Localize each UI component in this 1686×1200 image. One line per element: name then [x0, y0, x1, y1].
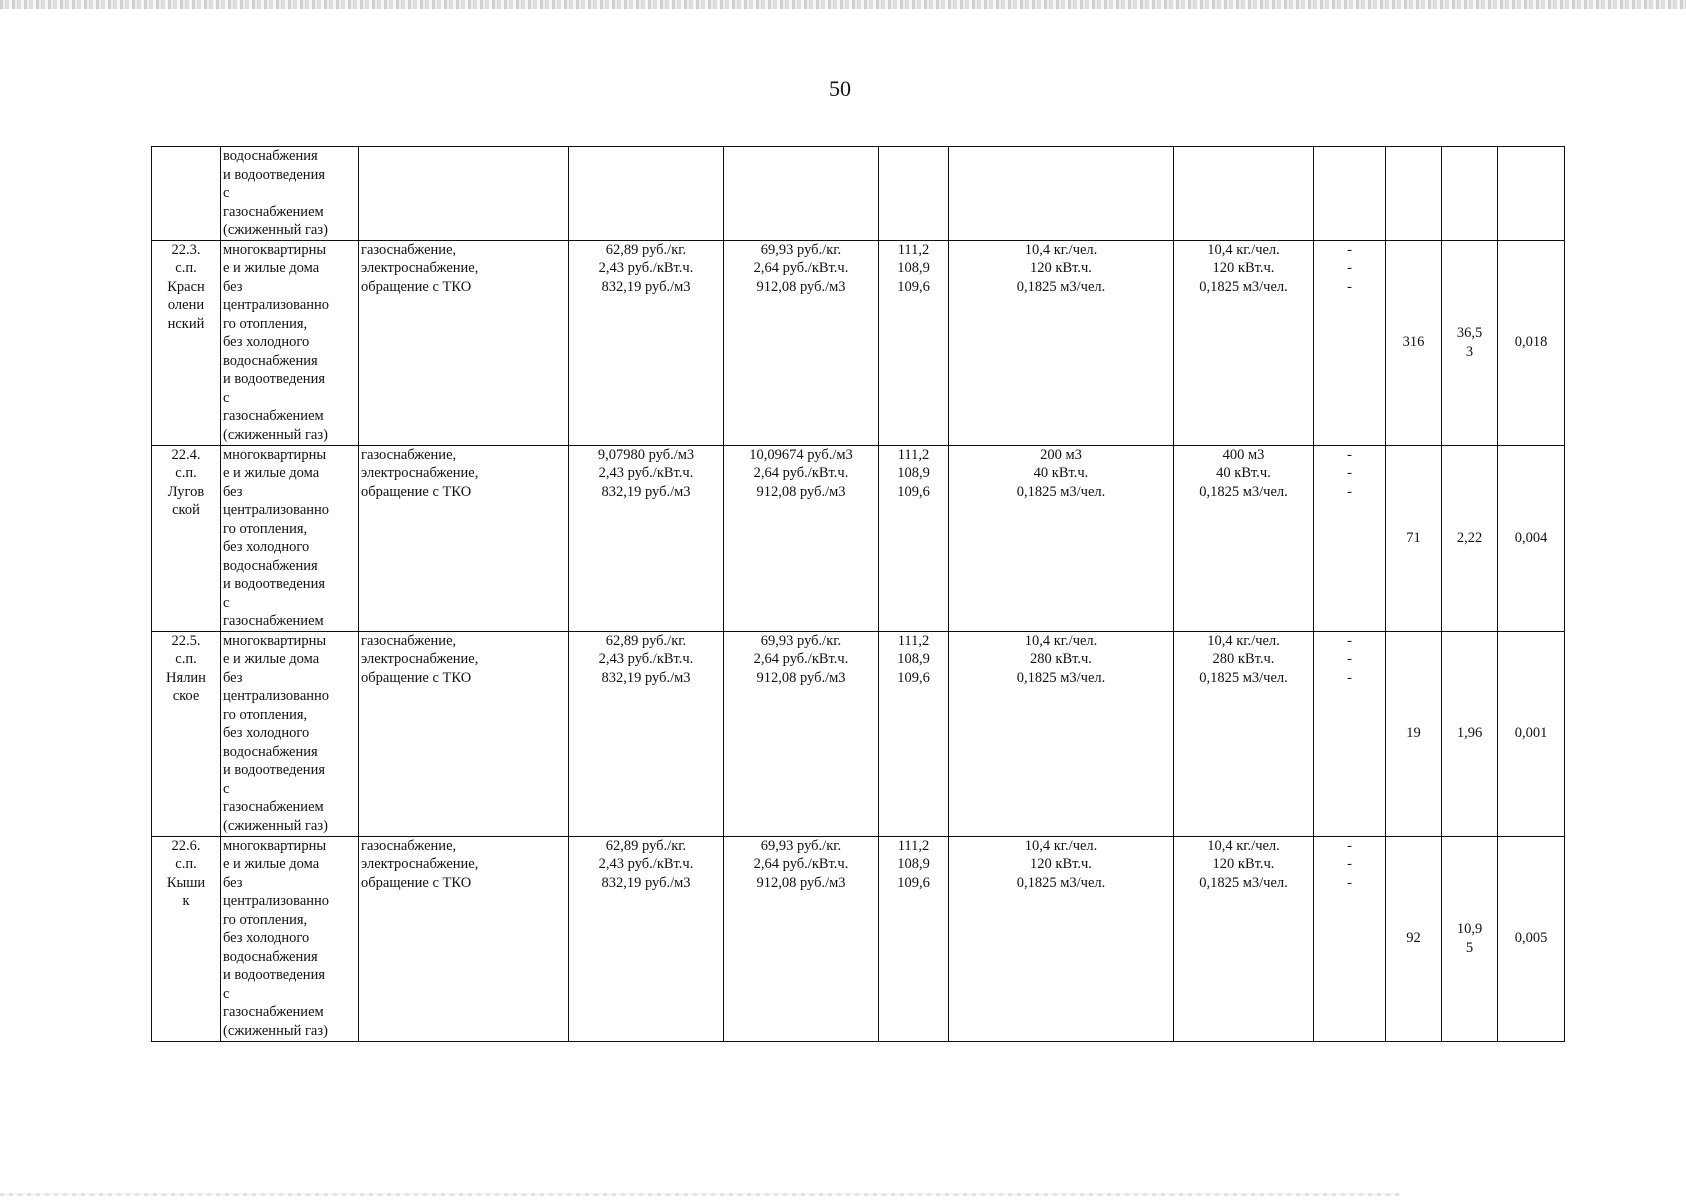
cell-line: 108,9 [897, 856, 930, 872]
cell-line: 400 м3 [1222, 446, 1265, 463]
cell-line: к [182, 893, 190, 909]
cell-line: 10,4 кг./чел. [1207, 632, 1280, 649]
cell-line: 62,89 руб./кг. [605, 241, 687, 258]
cell-line: газоснабжением [223, 203, 324, 220]
tariff-current-cell [724, 836, 879, 1041]
empty-cell [1314, 147, 1386, 241]
cell-line: го отопления, [223, 911, 308, 928]
cell-line: (сжиженный газ) [223, 426, 328, 443]
cell-line: 0,1825 м3/чел. [1199, 874, 1288, 891]
cell-line: газоснабжением [223, 408, 324, 424]
cell-value: 0,004 [1514, 529, 1548, 546]
cell-line: 10,4 кг./чел. [1207, 837, 1280, 854]
empty-cell [1442, 147, 1498, 241]
cell-line: - [1347, 465, 1352, 481]
cell-line: 40 кВт.ч. [1216, 465, 1271, 481]
cell-value: 19 [1406, 725, 1421, 742]
cell-line: и водоотведения [223, 762, 325, 778]
cell-line: 108,9 [897, 651, 930, 667]
cell-value: 92 [1406, 930, 1421, 947]
norm-current-cell [1174, 836, 1314, 1041]
tariff-current-cell [724, 240, 879, 445]
cell-line: 10,4 кг./чел. [1024, 241, 1098, 258]
cell-line: 10,4 кг./чел. [1207, 241, 1280, 258]
cell-line: водоснабжения [223, 148, 318, 164]
cell-line: и водоотведения [223, 166, 325, 183]
cell-line: газоснабжение, [361, 446, 457, 463]
cell-value: 316 [1402, 334, 1425, 351]
dash-cell [1314, 631, 1386, 836]
housing-type-cell [221, 836, 359, 1041]
cell-line: - [1347, 483, 1352, 500]
empty-cell [1386, 147, 1442, 241]
population-count-cell [1386, 836, 1442, 1041]
cell-line: многоквартирны [223, 241, 327, 258]
amount-cell [1442, 240, 1498, 445]
amount-cell [1442, 631, 1498, 836]
tariff-previous-cell [569, 836, 724, 1041]
cell-line: 832,19 руб./м3 [601, 483, 691, 500]
cell-line: 109,6 [897, 874, 930, 891]
cell-line: 0,1825 м3/чел. [1199, 483, 1288, 500]
cell-line: 109,6 [897, 278, 930, 295]
cell-line: 0,1825 м3/чел. [1016, 669, 1106, 686]
norm-current-cell [1174, 631, 1314, 836]
cell-line: и водоотведения [223, 576, 325, 592]
housing-type-cell [221, 147, 359, 241]
cell-line: 120 кВт.ч. [1030, 260, 1092, 276]
cell-line: е и жилые дома [223, 260, 320, 276]
row-number-cell [152, 631, 221, 836]
cell-line: без холодного [223, 539, 310, 555]
cell-value: 71 [1406, 529, 1421, 546]
cell-line: 62,89 руб./кг. [605, 837, 687, 854]
cell-line: олени [167, 297, 205, 313]
cell-line: централизованно [223, 502, 330, 518]
cell-line: ской [172, 502, 200, 518]
norm-current-cell [1174, 240, 1314, 445]
dash-cell [1314, 836, 1386, 1041]
cell-line: с.п. [175, 260, 197, 276]
services-cell [359, 445, 569, 631]
population-count-cell [1386, 631, 1442, 836]
cell-line: 10,9 [1456, 921, 1483, 937]
cell-line: 120 кВт.ч. [1212, 260, 1275, 276]
cell-line: 2,43 руб./кВт.ч. [598, 651, 694, 667]
cell-line: 1,96 [1456, 725, 1483, 742]
empty-cell [879, 147, 949, 241]
cell-line: 111,2 [897, 632, 930, 649]
cell-line: электроснабжение, [361, 651, 479, 667]
cell-line: - [1347, 856, 1352, 872]
cell-line: 111,2 [897, 837, 930, 854]
cell-line: газоснабжение, [361, 837, 457, 854]
cell-line: 22.4. [171, 446, 201, 463]
table-row [152, 240, 1565, 445]
cell-line: обращение с ТКО [361, 874, 472, 891]
cell-line: - [1347, 874, 1352, 891]
cell-line: 2,64 руб./кВт.ч. [753, 856, 849, 872]
cell-line: 36,5 [1456, 325, 1483, 341]
cell-line: газоснабжением [223, 613, 324, 629]
cell-line: водоснабжения [223, 352, 318, 369]
cell-line: и водоотведения [223, 371, 325, 387]
scan-edge-top [0, 0, 1686, 9]
cell-line: 109,6 [897, 669, 930, 686]
cell-line: 280 кВт.ч. [1212, 651, 1275, 667]
cell-line: 0,1825 м3/чел. [1199, 278, 1288, 295]
cell-line: Кыши [166, 874, 206, 891]
tariff-previous-cell [569, 445, 724, 631]
cell-line: 832,19 руб./м3 [601, 278, 691, 295]
table-row [152, 631, 1565, 836]
index-cell [879, 836, 949, 1041]
cell-line: централизованно [223, 688, 330, 704]
amount-cell [1442, 836, 1498, 1041]
cell-line: 111,2 [897, 446, 930, 463]
norm-current-cell [1174, 445, 1314, 631]
cell-line: водоснабжения [223, 948, 318, 965]
cell-line: 10,4 кг./чел. [1024, 837, 1098, 854]
housing-type-cell [221, 631, 359, 836]
cell-line: 280 кВт.ч. [1030, 651, 1092, 667]
cell-line: 2,43 руб./кВт.ч. [598, 260, 694, 276]
tariff-current-cell [724, 445, 879, 631]
scan-edge-bottom [0, 1193, 1400, 1196]
row-number-cell [152, 147, 221, 241]
cell-line: обращение с ТКО [361, 278, 472, 295]
cell-line: обращение с ТКО [361, 669, 472, 686]
cell-line: 10,09674 руб./м3 [749, 446, 853, 463]
cell-line: е и жилые дома [223, 465, 320, 481]
amount-cell [1442, 445, 1498, 631]
housing-type-cell [221, 445, 359, 631]
cell-line: го отопления, [223, 520, 308, 537]
cell-line: 3 [1465, 343, 1474, 360]
cell-line: - [1347, 669, 1352, 686]
cell-line: газоснабжением [223, 1004, 324, 1020]
cell-line: 912,08 руб./м3 [756, 278, 846, 295]
empty-cell [1498, 147, 1565, 241]
cell-line: - [1347, 241, 1352, 258]
row-number-cell [152, 836, 221, 1041]
cell-line: 912,08 руб./м3 [756, 874, 846, 891]
housing-type-cell [221, 240, 359, 445]
cell-line: 0,1825 м3/чел. [1016, 278, 1106, 295]
tariff-previous-cell [569, 631, 724, 836]
cell-line: - [1347, 260, 1352, 276]
cell-value: 0,018 [1514, 334, 1548, 351]
cell-line: 200 м3 [1040, 446, 1082, 463]
cell-line: ское [172, 688, 200, 704]
index-cell [879, 445, 949, 631]
cell-line: с [223, 594, 230, 611]
cell-line: многоквартирны [223, 446, 327, 463]
cell-line: с [223, 780, 230, 797]
cell-line: - [1347, 278, 1352, 295]
cell-line: водоснабжения [223, 743, 318, 760]
cell-line: - [1347, 651, 1352, 667]
norm-previous-cell [949, 240, 1174, 445]
row-number-cell [152, 240, 221, 445]
tariff-current-cell [724, 631, 879, 836]
cell-line: без холодного [223, 725, 310, 741]
empty-cell [359, 147, 569, 241]
cell-line: с.п. [175, 465, 197, 481]
cell-line: го отопления, [223, 315, 308, 332]
tariff-table [151, 146, 1565, 1042]
cell-line: 0,1825 м3/чел. [1016, 874, 1106, 891]
cell-line: (сжиженный газ) [223, 1022, 328, 1039]
row-number-cell [152, 445, 221, 631]
cell-line: обращение с ТКО [361, 483, 472, 500]
population-count-cell [1386, 240, 1442, 445]
index-cell [879, 240, 949, 445]
cell-line: 22.6. [171, 837, 201, 854]
norm-previous-cell [949, 631, 1174, 836]
services-cell [359, 836, 569, 1041]
cell-line: 10,4 кг./чел. [1024, 632, 1098, 649]
norm-previous-cell [949, 836, 1174, 1041]
cell-line: с.п. [175, 651, 197, 667]
cell-line: (сжиженный газ) [223, 222, 328, 238]
page-number: 50 [829, 76, 851, 101]
cell-line: без [223, 483, 243, 500]
cell-line: 111,2 [897, 241, 930, 258]
cell-line: без холодного [223, 334, 310, 350]
cell-line: 832,19 руб./м3 [601, 669, 691, 686]
cell-line: 9,07980 руб./м3 [597, 446, 695, 463]
cell-line: 2,43 руб./кВт.ч. [598, 465, 694, 481]
cell-line: централизованно [223, 893, 330, 909]
cell-line: без [223, 278, 243, 295]
cell-line: 2,43 руб./кВт.ч. [598, 856, 694, 872]
cell-line: без холодного [223, 930, 310, 946]
cell-line: 69,93 руб./кг. [760, 241, 842, 258]
share-cell [1498, 240, 1565, 445]
norm-previous-cell [949, 445, 1174, 631]
cell-line: 108,9 [897, 465, 930, 481]
cell-line: 108,9 [897, 260, 930, 276]
population-count-cell [1386, 445, 1442, 631]
cell-line: 2,64 руб./кВт.ч. [753, 651, 849, 667]
empty-cell [724, 147, 879, 241]
cell-line: 0,1825 м3/чел. [1199, 669, 1288, 686]
cell-line: 120 кВт.ч. [1030, 856, 1092, 872]
cell-line: многоквартирны [223, 632, 327, 649]
tariff-previous-cell [569, 240, 724, 445]
services-cell [359, 631, 569, 836]
table-row [152, 147, 1565, 241]
cell-line: централизованно [223, 297, 330, 313]
cell-line: - [1347, 632, 1352, 649]
cell-line: 62,89 руб./кг. [605, 632, 687, 649]
cell-line: без [223, 669, 243, 686]
cell-line: 832,19 руб./м3 [601, 874, 691, 891]
cell-line: 109,6 [897, 483, 930, 500]
cell-line: - [1347, 446, 1352, 463]
cell-line: и водоотведения [223, 967, 325, 983]
index-cell [879, 631, 949, 836]
cell-line: е и жилые дома [223, 651, 320, 667]
cell-line: газоснабжением [223, 799, 324, 815]
cell-line: с [223, 985, 230, 1002]
share-cell [1498, 631, 1565, 836]
cell-line: Нялин [166, 669, 206, 686]
cell-line: 912,08 руб./м3 [756, 669, 846, 686]
cell-line: с [223, 185, 230, 201]
empty-cell [569, 147, 724, 241]
cell-line: водоснабжения [223, 557, 318, 574]
cell-line: 120 кВт.ч. [1212, 856, 1275, 872]
table-row [152, 836, 1565, 1041]
cell-line: 69,93 руб./кг. [760, 837, 842, 854]
cell-line: Красн [167, 278, 205, 295]
share-cell [1498, 445, 1565, 631]
cell-line: нский [167, 315, 205, 332]
cell-line: газоснабжение, [361, 632, 457, 649]
cell-line: Лугов [167, 483, 205, 500]
dash-cell [1314, 240, 1386, 445]
cell-line: электроснабжение, [361, 856, 479, 872]
cell-line: 5 [1465, 939, 1474, 956]
cell-line: с [223, 389, 230, 406]
empty-cell [1174, 147, 1314, 241]
cell-value: 0,005 [1514, 930, 1548, 947]
cell-line: электроснабжение, [361, 260, 479, 276]
services-cell [359, 240, 569, 445]
cell-line: 2,64 руб./кВт.ч. [753, 260, 849, 276]
share-cell [1498, 836, 1565, 1041]
cell-line: многоквартирны [223, 837, 327, 854]
empty-cell [949, 147, 1174, 241]
cell-line: 22.5. [171, 632, 201, 649]
cell-line: 2,22 [1456, 529, 1483, 546]
cell-line: 2,64 руб./кВт.ч. [753, 465, 849, 481]
cell-line: электроснабжение, [361, 465, 479, 481]
cell-line: 69,93 руб./кг. [760, 632, 842, 649]
cell-line: (сжиженный газ) [223, 817, 328, 834]
cell-line: го отопления, [223, 706, 308, 723]
cell-line: 912,08 руб./м3 [756, 483, 846, 500]
dash-cell [1314, 445, 1386, 631]
cell-line: - [1347, 837, 1352, 854]
cell-line: е и жилые дома [223, 856, 320, 872]
table-row [152, 445, 1565, 631]
cell-line: без [223, 874, 243, 891]
cell-line: газоснабжение, [361, 241, 457, 258]
cell-line: с.п. [175, 856, 197, 872]
cell-value: 0,001 [1514, 725, 1548, 742]
cell-line: 22.3. [171, 241, 201, 258]
cell-line: 0,1825 м3/чел. [1016, 483, 1106, 500]
cell-line: 40 кВт.ч. [1033, 465, 1089, 481]
